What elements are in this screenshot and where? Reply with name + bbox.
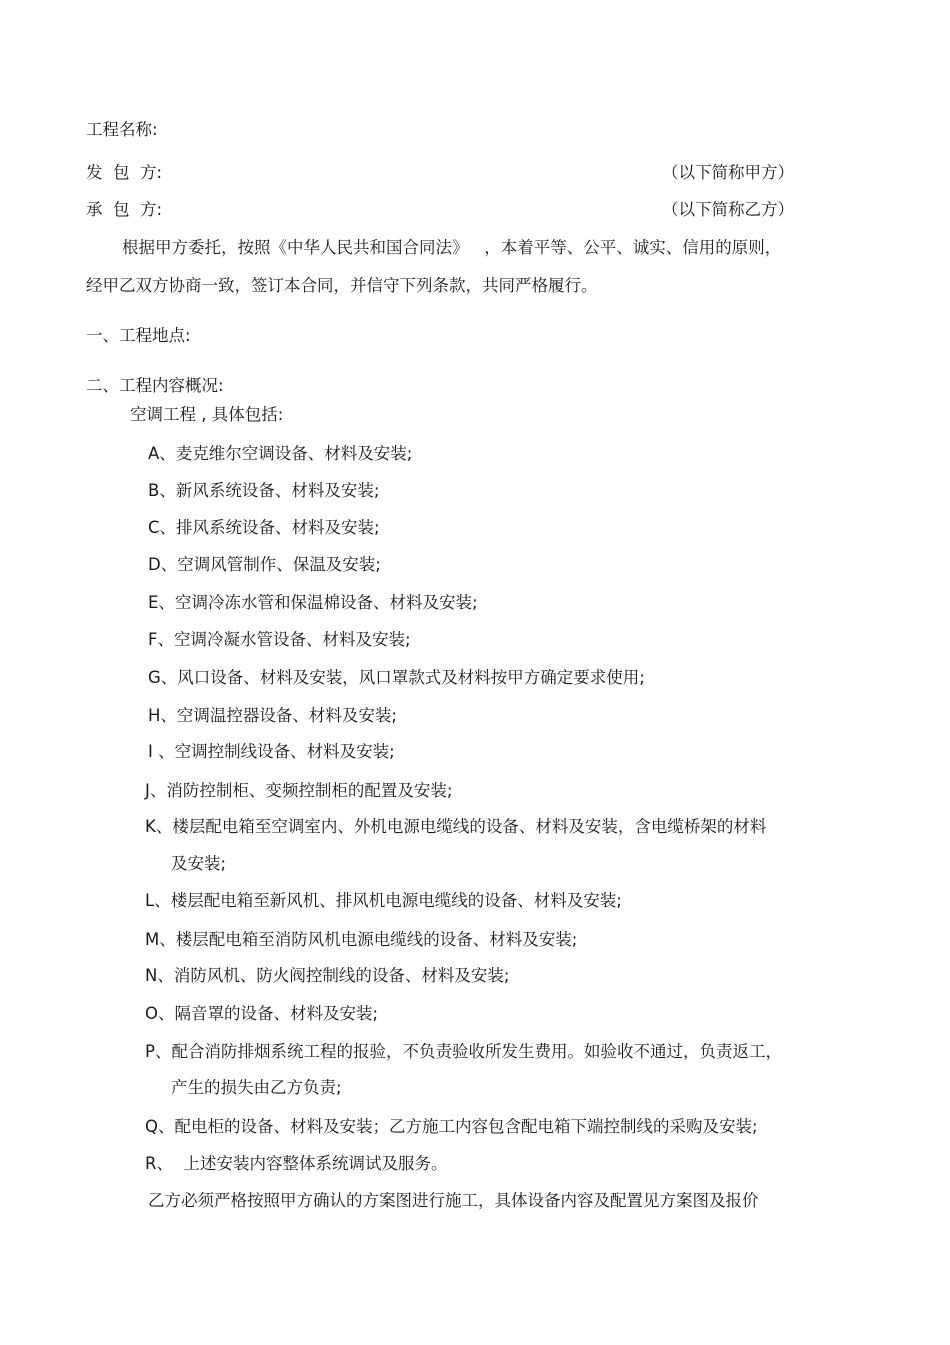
- list-item: [145, 965, 509, 987]
- item-letter: N、: [145, 966, 174, 985]
- item-letter: F、: [148, 630, 174, 649]
- item-text: 空调控制线设备、材料及安装;: [174, 742, 395, 761]
- list-item: [148, 667, 645, 689]
- item-text: 楼层配电箱至消防风机电源电缆线的设备、材料及安装;: [175, 930, 578, 949]
- party-b-label: 承 包 方:: [86, 200, 163, 219]
- item-text: 空调温控器设备、材料及安装;: [176, 706, 397, 725]
- item-text: 排风系统设备、材料及安装;: [176, 518, 380, 537]
- list-item: [148, 705, 397, 727]
- list-item: [145, 929, 577, 951]
- item-letter: K、: [145, 817, 173, 836]
- party-a-label: 发 包 方:: [86, 163, 163, 182]
- list-item: [148, 517, 380, 539]
- item-letter: P、: [145, 1042, 172, 1061]
- list-item-continuation: [171, 853, 226, 875]
- item-text: 配电柜的设备、材料及安装；乙方施工内容包含配电箱下端控制线的采购及安装;: [174, 1117, 758, 1136]
- item-text: 产生的损失由乙方负责;: [171, 1078, 342, 1097]
- item-text: 空调冷凝水管设备、材料及安装;: [174, 630, 411, 649]
- list-item: [145, 816, 766, 838]
- item-letter: L、: [145, 891, 171, 910]
- list-item: [145, 890, 622, 912]
- list-item: [145, 1153, 447, 1175]
- intro-line-1: 根据甲方委托，按照《中华人民共和国合同法》 ，本着平等、公平、诚实、信用的原则，: [122, 238, 782, 257]
- item-text: 消防风机、防火阀控制线的设备、材料及安装;: [173, 966, 510, 985]
- list-item-continuation: [171, 1077, 342, 1099]
- list-item: [148, 443, 412, 465]
- item-letter: H、: [148, 706, 177, 725]
- list-item: [145, 1116, 758, 1138]
- item-text: 风口设备、材料及安装，风口罩款式及材料按甲方确定要求使用;: [177, 668, 645, 687]
- item-letter: B、: [148, 481, 176, 500]
- item-text: 楼层配电箱至新风机、排风机电源电缆线的设备、材料及安装;: [170, 891, 622, 910]
- list-item: [148, 554, 381, 576]
- item-letter: M、: [145, 930, 176, 949]
- item-letter: G、: [148, 668, 178, 687]
- party-b-note: （以下简称乙方）: [662, 200, 794, 219]
- list-item: [145, 1003, 378, 1025]
- party-a-note: （以下简称甲方）: [662, 163, 794, 182]
- item-letter: C、: [148, 518, 177, 537]
- item-text: 麦克维尔空调设备、材料及安装;: [175, 444, 413, 463]
- list-item: [148, 592, 478, 614]
- closing-paragraph: 乙方必须严格按照甲方确认的方案图进行施工，具体设备内容及配置见方案图及报价: [148, 1191, 759, 1210]
- project-name-label: 工程名称:: [86, 120, 158, 139]
- item-text: 配合消防排烟系统工程的报验，不负责验收所发生费用。如验收不通过，负责返工，: [171, 1042, 782, 1061]
- list-item: [145, 780, 452, 802]
- item-letter: R、: [145, 1154, 173, 1173]
- item-text: 楼层配电箱至空调室内、外机电源电缆线的设备、材料及安装，含电缆桥架的材料: [172, 817, 767, 836]
- item-letter: Q、: [145, 1117, 175, 1136]
- item-letter: J、: [145, 781, 167, 800]
- section-2-heading: 二、工程内容概况:: [86, 376, 224, 395]
- item-text: 新风系统设备、材料及安装;: [175, 481, 380, 500]
- item-text: 及安装;: [171, 854, 227, 873]
- item-letter: O、: [145, 1004, 175, 1023]
- item-text: 消防控制柜、变频控制柜的配置及安装;: [166, 781, 453, 800]
- item-text: 上述安装内容整体系统调试及服务。: [172, 1154, 448, 1173]
- item-text: 隔音罩的设备、材料及安装;: [174, 1004, 379, 1023]
- item-letter: D、: [148, 555, 178, 574]
- intro-line-2: 经甲乙双方协商一致，签订本合同，并信守下列条款，共同严格履行。: [86, 276, 598, 295]
- section-2-subheading: 空调工程 , 具体包括:: [130, 405, 284, 424]
- list-item: [145, 1041, 782, 1063]
- section-1-heading: 一、工程地点:: [86, 326, 191, 345]
- item-text: 空调冷冻水管和保温棉设备、材料及安装;: [174, 593, 478, 612]
- item-letter: I 、: [148, 742, 175, 761]
- item-letter: A、: [148, 444, 176, 463]
- list-item: [148, 629, 411, 651]
- list-item: [148, 480, 379, 502]
- item-letter: E、: [148, 593, 175, 612]
- item-text: 空调风管制作、保温及安装;: [177, 555, 381, 574]
- list-item: [148, 741, 395, 763]
